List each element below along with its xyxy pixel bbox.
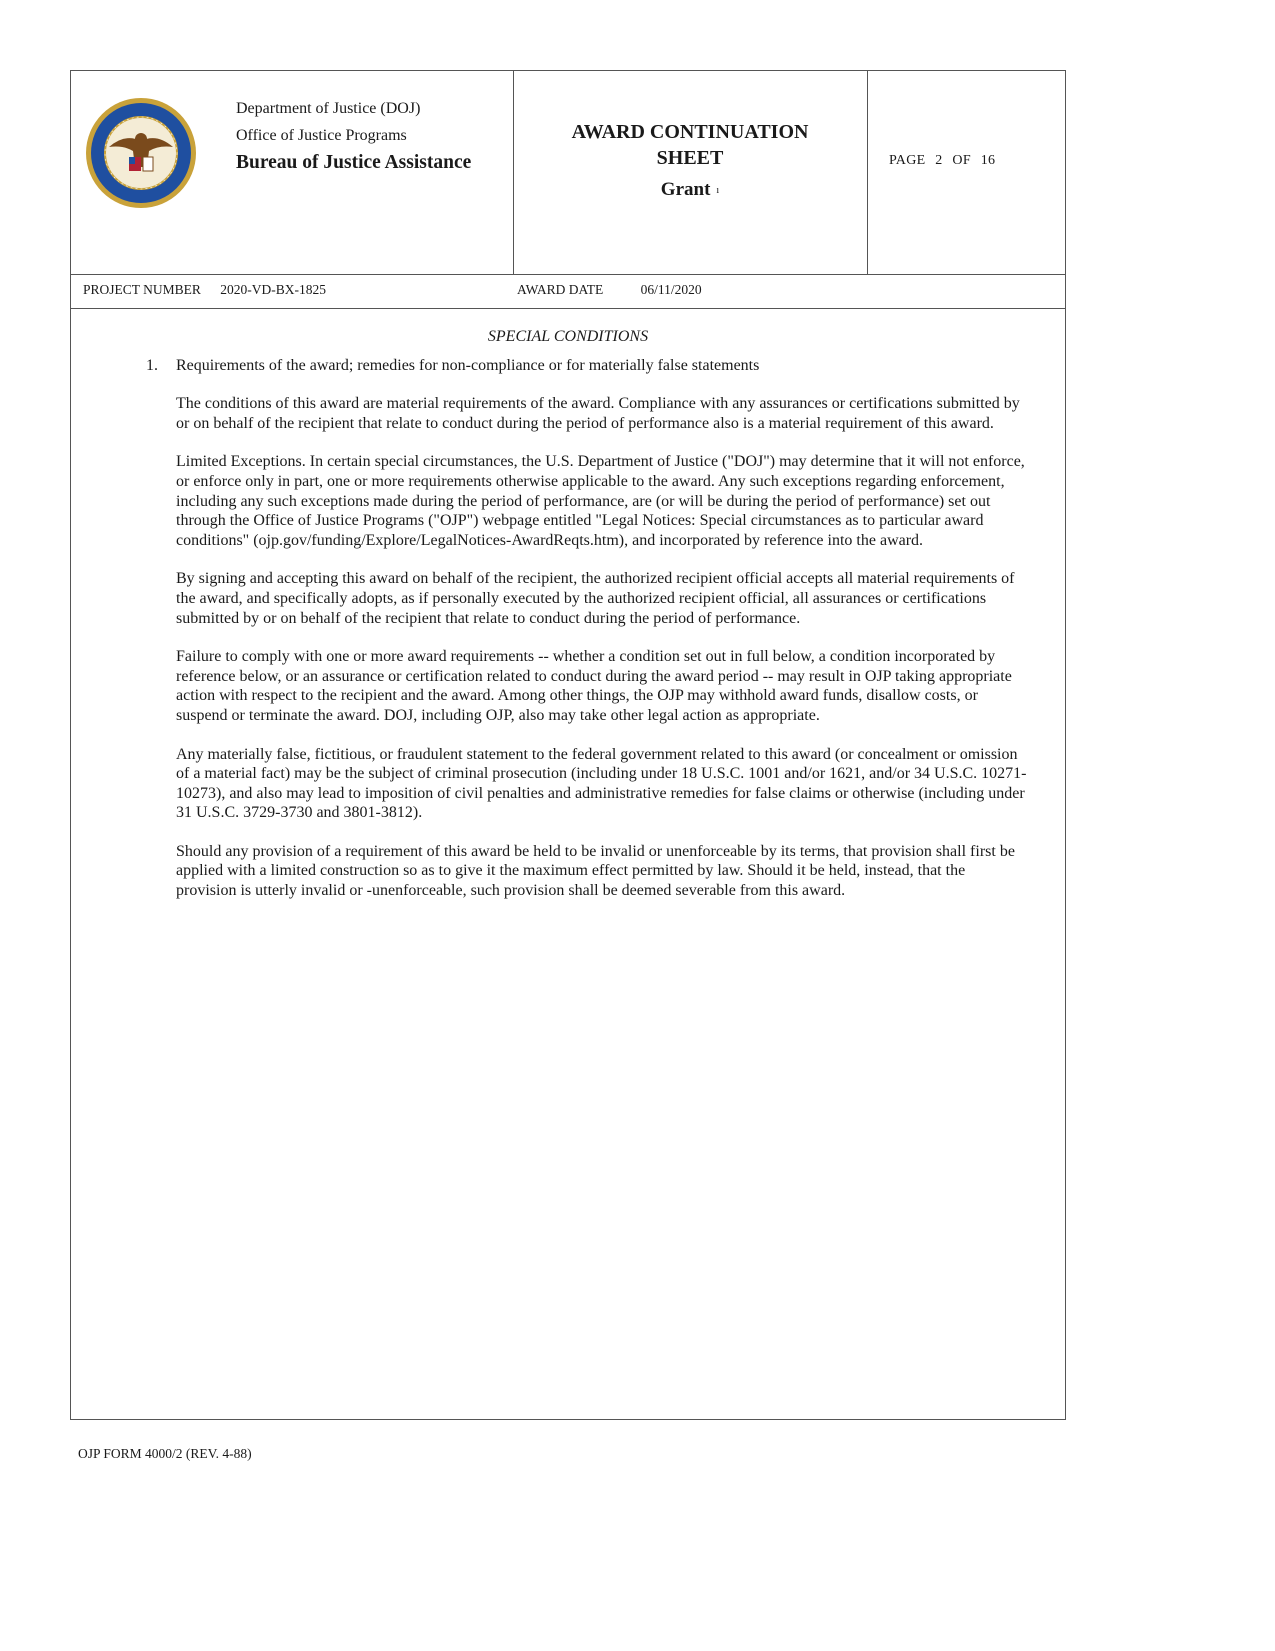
paragraph: Limited Exceptions. In certain special circumstances, the U.S. Department of Justice ("DOJ") may determine that it will not enforce, or enforce only in part, one or more requirements otherwise applicable to the award. Any such exceptions regarding enforcement, including any such exceptions made during the period of performance, are (or will be during the period of performance) set out through the Office of Justice Programs ("OJP") webpage entitled "Legal Notices: Special circumstances as to particular award conditions" (ojp.gov/funding/Explore/LegalNotices-AwardReqts.htm), and incorporated by reference into the award. (176, 453, 1025, 549)
special-conditions (71, 327, 1065, 901)
form-id: OJP FORM 4000/2 (REV. 4-88) (78, 1446, 252, 1461)
paragraph: Failure to comply with one or more award requirements -- whether a condition set out in full below, a condition incorporated by reference below, or an assurance or certification related to conduct during the award period -- may result in OJP taking appropriate action with respect to the recipient and the award. Among other things, the OJP may withhold award funds, disallow costs, or suspend or terminate the award. DOJ, including OJP, also may take other legal action as appropriate. (176, 648, 1012, 724)
paragraph: By signing and accepting this award on behalf of the recipient, the authorized recipient official accepts all material requirements of the award, and specifically adopts, as if personally executed by the authorized recipient official, all assurances or certifications submitted by or on behalf of the recipient that relate to conduct during the period of performance. (176, 570, 1015, 627)
project-number-field (83, 282, 326, 298)
condition-heading-text: Requirements of the award; remedies for non-compliance or for materially false statements (176, 356, 760, 374)
doj-ojp-seal-icon (85, 97, 197, 209)
agency-ojp: Office of Justice Programs (236, 127, 407, 144)
section-title: SPECIAL CONDITIONS (487, 328, 649, 345)
project-number-value: 2020-VD-BX-1825 (220, 282, 327, 297)
page-of: OF (952, 153, 971, 168)
title-line-1: AWARD CONTINUATION (571, 121, 809, 143)
paragraph: The conditions of this award are material requirements of the award. Compliance with any assurances or certifications submitted by or on behalf of the recipient that relate to conduct during the period of performance also is a material requirement of this award. (176, 395, 1020, 432)
award-sheet-frame (70, 70, 1066, 1420)
agency-block (236, 95, 471, 176)
page-indicator (889, 153, 1001, 169)
grant-label-row (514, 177, 866, 204)
header-divider-2 (867, 71, 868, 274)
page-total: 16 (980, 153, 996, 168)
meta-bottom-rule (71, 308, 1065, 309)
page-number: 2 (935, 153, 943, 168)
header-row (71, 71, 1065, 274)
sheet-title (514, 119, 866, 204)
tick-mark: ı (716, 184, 720, 196)
grant-label: Grant (660, 179, 711, 200)
project-number-label: PROJECT NUMBER (83, 282, 201, 297)
agency-bja: Bureau of Justice Assistance (236, 152, 472, 173)
title-line-2: SHEET (656, 147, 724, 169)
agency-doj: Department of Justice (DOJ) (236, 100, 421, 117)
page-label: PAGE (889, 153, 926, 168)
condition-number: 1. (146, 356, 158, 374)
header-bottom-rule (71, 274, 1065, 275)
award-date-field (517, 282, 702, 298)
condition-heading (71, 356, 1065, 376)
paragraph: Any materially false, fictitious, or fraudulent statement to the federal government related to this award (or concealment or omission of a material fact) may be the subject of criminal prosecution (including under 18 U.S.C. 1001 and/or 1621, and/or 34 U.S.C. 10271-10273), and also may lead to imposition of civil penalties and administrative remedies for false claims or otherwise (including under 31 U.S.C. 3729-3730 and 3801-3812). (176, 745, 1027, 822)
paragraph: Should any provision of a requirement of this award be held to be invalid or unenforceable by its terms, that provision shall first be applied with a limited construction so as to give it the maximum effect permitted by law. Should it be held, instead, that the provision is utterly invalid or -unenforceable, such provision shall be deemed severable from this award. (176, 842, 1015, 900)
award-date-label: AWARD DATE (517, 282, 604, 297)
award-date-value: 06/11/2020 (640, 282, 702, 297)
